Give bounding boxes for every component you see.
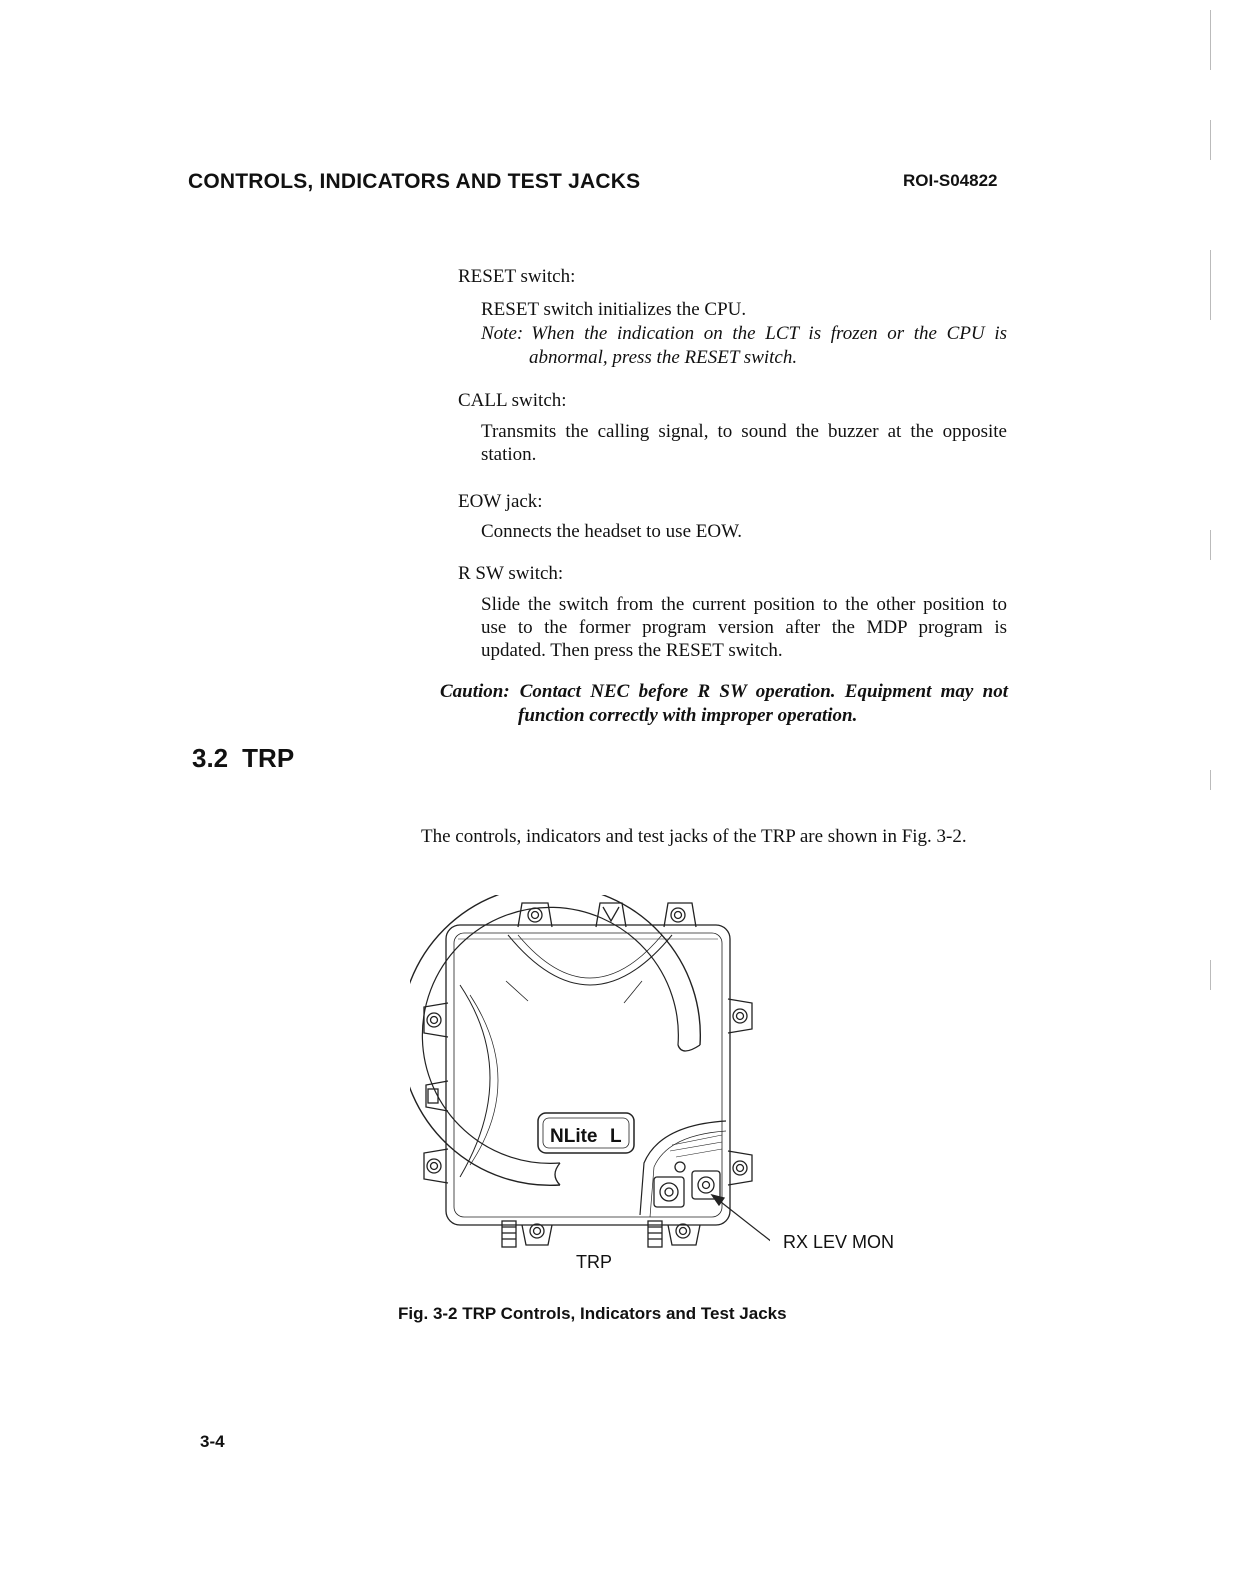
call-desc-line-2: station. <box>481 444 537 465</box>
rsw-desc-line-3: updated. Then press the RESET switch. <box>481 640 783 661</box>
side-lugs-right <box>728 999 752 1185</box>
rsw-desc-line-1: Slide the switch from the current position to the other position to <box>481 594 1007 615</box>
note-line-2: abnormal, press the RESET switch. <box>529 347 798 368</box>
figure-caption: Fig. 3-2 TRP Controls, Indicators and Test Jacks <box>398 1304 787 1323</box>
trp-unit-label: TRP <box>576 1252 612 1272</box>
note-label: Note: <box>481 323 524 344</box>
logo-text: NLite <box>550 1126 598 1147</box>
reset-switch-description: RESET switch initializes the CPU. <box>481 299 747 320</box>
rsw-desc-line-2: use to the former program version after the MDP program is <box>481 617 1007 638</box>
rsw-switch-term: R SW switch: <box>458 563 564 584</box>
rsw-switch-description <box>481 593 1007 662</box>
reset-switch-note <box>481 322 1007 370</box>
section-title: TRP <box>242 743 295 773</box>
reset-switch-term: RESET switch: <box>458 266 576 287</box>
trp-unit-drawing <box>410 895 770 1255</box>
section-heading <box>192 743 294 774</box>
caution-line-2: function correctly with improper operation. <box>518 705 858 726</box>
section-intro: The controls, indicators and test jacks of the TRP are shown in Fig. 3-2. <box>421 826 967 847</box>
enclosure-outline <box>446 925 730 1225</box>
section-number: 3.2 <box>192 743 229 773</box>
call-desc-line-1: Transmits the calling signal, to sound the buzzer at the opposite <box>481 421 1007 442</box>
caution-block <box>440 680 1008 728</box>
eow-jack-term: EOW jack: <box>458 491 543 512</box>
document-id: ROI-S04822 <box>903 171 998 190</box>
page-header-title: CONTROLS, INDICATORS AND TEST JACKS <box>188 170 641 193</box>
top-lug-center <box>596 903 626 927</box>
caution-label: Caution: <box>440 681 510 702</box>
top-lug-right <box>664 903 696 927</box>
call-switch-term: CALL switch: <box>458 390 567 411</box>
page-number: 3-4 <box>200 1432 225 1451</box>
caution-line-1: Contact NEC before R SW operation. Equipment may not <box>519 681 1008 702</box>
logo-suffix: L <box>610 1126 622 1147</box>
top-lug-left <box>518 903 552 927</box>
rx-lev-mon-label: RX LEV MON <box>783 1232 895 1252</box>
connector-panel <box>640 1121 726 1217</box>
call-switch-description <box>481 420 1007 466</box>
note-line-1: When the indication on the LCT is frozen or the CPU is <box>531 323 1007 344</box>
eow-jack-description: Connects the headset to use EOW. <box>481 521 743 542</box>
